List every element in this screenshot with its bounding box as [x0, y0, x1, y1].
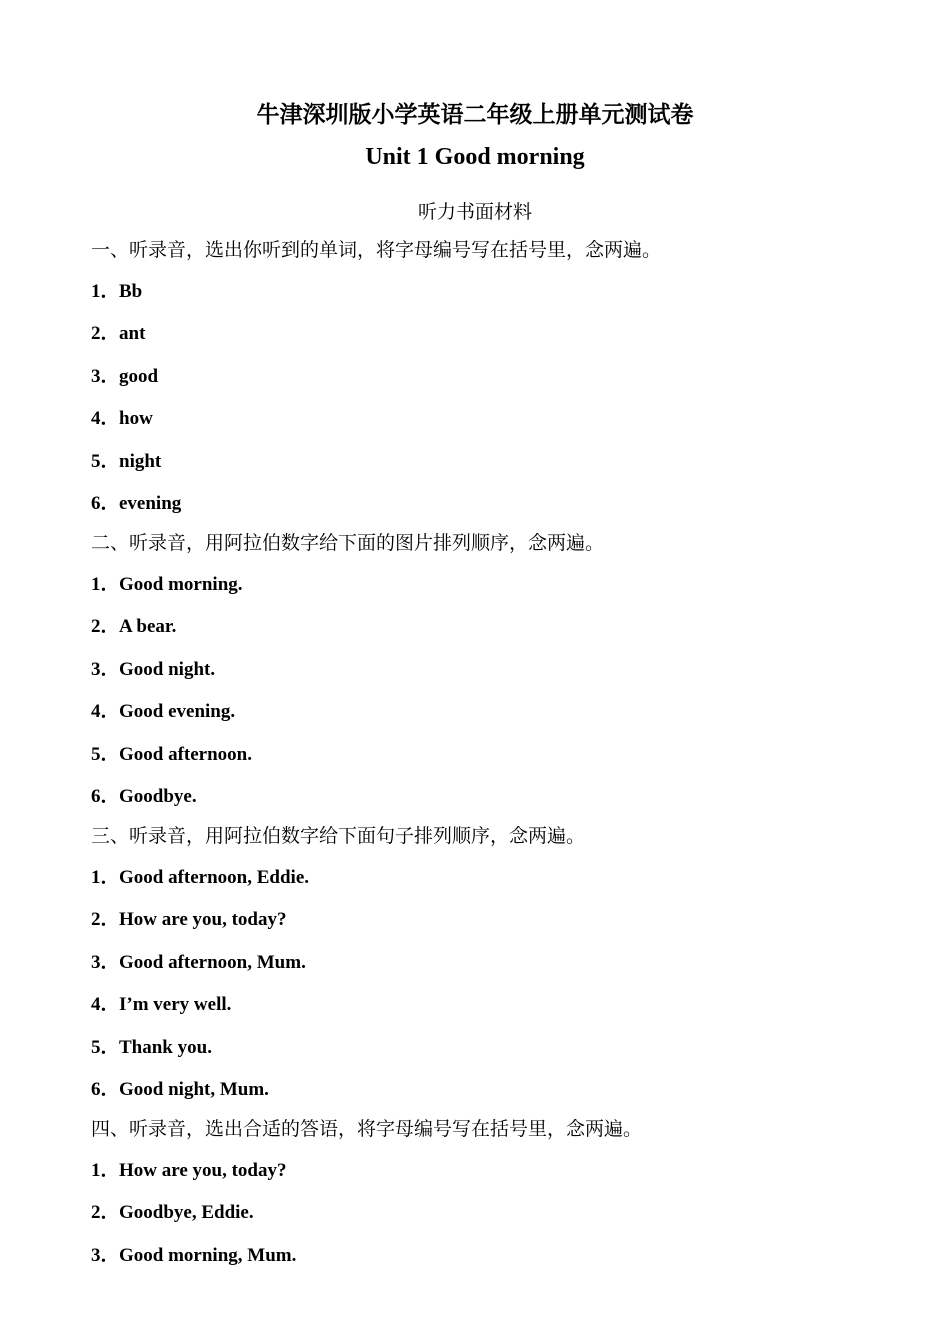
list-item: [91, 947, 306, 974]
item-number: 2．: [91, 323, 120, 344]
item-text: night: [119, 451, 162, 472]
list-item: [91, 318, 145, 345]
list-item: [91, 989, 231, 1016]
item-number: 2．: [91, 1202, 120, 1223]
item-text: A bear.: [119, 616, 177, 637]
list-item: [91, 1155, 286, 1182]
item-text: Thank you.: [119, 1037, 212, 1058]
item-number: 6．: [91, 1079, 120, 1100]
item-number: 5．: [91, 451, 120, 472]
document-subtitle: 听力书面材料: [417, 202, 532, 223]
item-number: 4．: [91, 408, 120, 429]
item-text: ant: [119, 323, 146, 344]
list-item: [91, 403, 153, 430]
item-text: Goodbye, Eddie.: [119, 1202, 254, 1223]
list-item: [91, 1032, 212, 1059]
section-3-heading: 三、听录音，用阿拉伯数字给下面句子排列顺序，念两遍。: [91, 826, 586, 847]
item-text: Good afternoon, Eddie.: [119, 867, 310, 888]
item-text: Good morning.: [119, 574, 243, 595]
item-text: Good morning, Mum.: [119, 1245, 297, 1266]
item-text: Goodbye.: [119, 786, 197, 807]
list-item: [91, 696, 235, 723]
document-title-english: Unit 1 Good morning: [365, 144, 585, 170]
list-item: [91, 446, 161, 473]
item-number: 4．: [91, 994, 120, 1015]
list-item: [91, 1197, 254, 1224]
list-item: [91, 1240, 296, 1267]
item-number: 3．: [91, 366, 120, 387]
list-item: [91, 276, 142, 303]
item-number: 6．: [91, 493, 120, 514]
item-text: Good evening.: [119, 701, 236, 722]
item-number: 3．: [91, 1245, 120, 1266]
item-number: 6．: [91, 786, 120, 807]
item-text: Good night, Mum.: [119, 1079, 269, 1100]
item-text: Good night.: [119, 659, 216, 680]
item-text: How are you, today?: [119, 909, 287, 930]
item-number: 5．: [91, 1037, 120, 1058]
list-item: [91, 569, 243, 596]
item-number: 1．: [91, 1160, 120, 1181]
list-item: [91, 654, 215, 681]
list-item: [91, 361, 158, 388]
item-text: How are you, today?: [119, 1160, 287, 1181]
list-item: [91, 739, 252, 766]
item-text: how: [119, 408, 153, 429]
item-text: Good afternoon, Mum.: [119, 952, 306, 973]
item-text: I’m very well.: [119, 994, 232, 1015]
item-number: 3．: [91, 659, 120, 680]
list-item: [91, 781, 197, 808]
item-number: 3．: [91, 952, 120, 973]
list-item: [91, 488, 181, 515]
list-item: [91, 862, 309, 889]
list-item: [91, 904, 286, 931]
item-text: evening: [119, 493, 182, 514]
item-text: Good afternoon.: [119, 744, 252, 765]
item-text: Bb: [119, 281, 143, 302]
list-item: [91, 1074, 269, 1101]
item-number: 5．: [91, 744, 120, 765]
section-1-heading: 一、听录音，选出你听到的单词，将字母编号写在括号里，念两遍。: [91, 240, 662, 261]
item-number: 1．: [91, 281, 120, 302]
item-number: 2．: [91, 616, 120, 637]
item-text: good: [119, 366, 159, 387]
section-4-heading: 四、听录音，选出合适的答语，将字母编号写在括号里，念两遍。: [91, 1119, 643, 1140]
list-item: [91, 611, 176, 638]
section-2-heading: 二、听录音，用阿拉伯数字给下面的图片排列顺序，念两遍。: [91, 533, 605, 554]
item-number: 4．: [91, 701, 120, 722]
item-number: 1．: [91, 574, 120, 595]
item-number: 2．: [91, 909, 120, 930]
document-title-chinese: 牛津深圳版小学英语二年级上册单元测试卷: [256, 102, 694, 127]
item-number: 1．: [91, 867, 120, 888]
